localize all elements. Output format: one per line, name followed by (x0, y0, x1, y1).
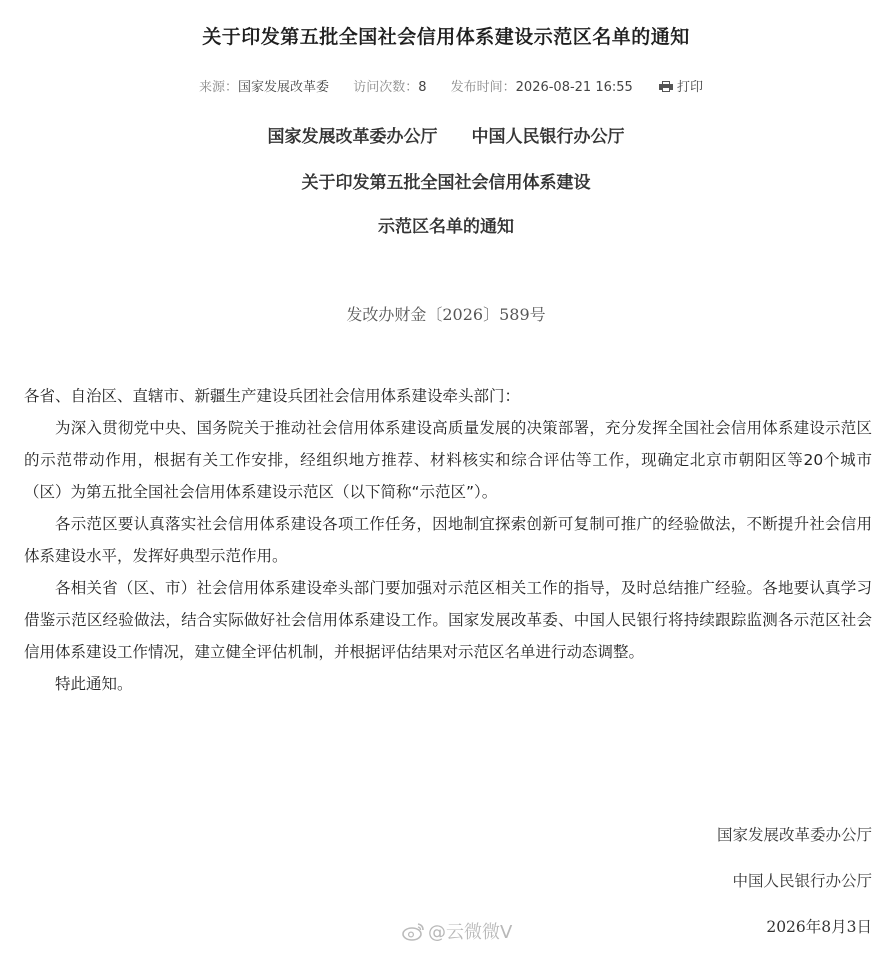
published-value: 2026-08-21 16:55 (515, 80, 633, 95)
salutation: 各省、自治区、直辖市、新疆生产建设兵团社会信用体系建设牵头部门： (24, 387, 521, 405)
paragraph: 各示范区要认真落实社会信用体系建设各项工作任务，因地制宜探索创新可复制可推广的经验做法，不断提升社会信用体系建设水平，发挥好典型示范作用。 (24, 515, 872, 565)
document-title-line-2: 示范区名单的通知 (378, 217, 514, 237)
weibo-icon (402, 921, 426, 941)
printer-icon (659, 81, 673, 92)
signature-date: 2026年8月3日 (766, 918, 872, 936)
closing-line: 特此通知。 (55, 675, 133, 693)
published-label: 发布时间： (450, 80, 516, 95)
meta-bar (0, 76, 892, 95)
print-button[interactable] (659, 80, 703, 95)
print-label: 打印 (676, 80, 703, 95)
source-value: 国家发展改革委 (238, 80, 330, 95)
signature-issuer-1: 国家发展改革委办公厅 (716, 826, 872, 844)
watermark (402, 918, 512, 944)
page-title: 关于印发第五批全国社会信用体系建设示范区名单的通知 (202, 26, 690, 48)
paragraph: 各相关省（区、市）社会信用体系建设牵头部门要加强对示范区相关工作的指导，及时总结推广经验。各地要认真学习借鉴示范区经验做法，结合实际做好社会信用体系建设工作。国家发展改革委、中国人民银行将持续跟踪监测各示范区社会信用体系建设工作情况，建立健全评估机制，并根据评估结果对示范区名单进行动态调整。 (24, 579, 872, 661)
issuing-offices: 国家发展改革委办公厅 中国人民银行办公厅 (267, 127, 625, 147)
visits-value: 8 (418, 80, 427, 95)
source-info (199, 80, 333, 95)
document-body (24, 380, 872, 700)
source-label: 来源： (199, 80, 239, 95)
visit-count (353, 80, 430, 95)
document-number: 发改办财金〔2026〕589号 (346, 305, 546, 324)
paragraph: 为深入贯彻党中央、国务院关于推动社会信用体系建设高质量发展的决策部署，充分发挥全国社会信用体系建设示范区的示范带动作用，根据有关工作安排，经组织地方推荐、材料核实和综合评估等工作，现确定北京市朝阳区等20个城市（区）为第五批全国社会信用体系建设示范区（以下简称“示范区”）。 (24, 419, 872, 501)
document-title-line-1: 关于印发第五批全国社会信用体系建设 (301, 173, 591, 193)
visits-label: 访问次数： (353, 80, 419, 95)
watermark-text: @云微微V (428, 922, 513, 943)
signature-issuer-2: 中国人民银行办公厅 (732, 872, 872, 890)
publish-time (451, 80, 637, 95)
